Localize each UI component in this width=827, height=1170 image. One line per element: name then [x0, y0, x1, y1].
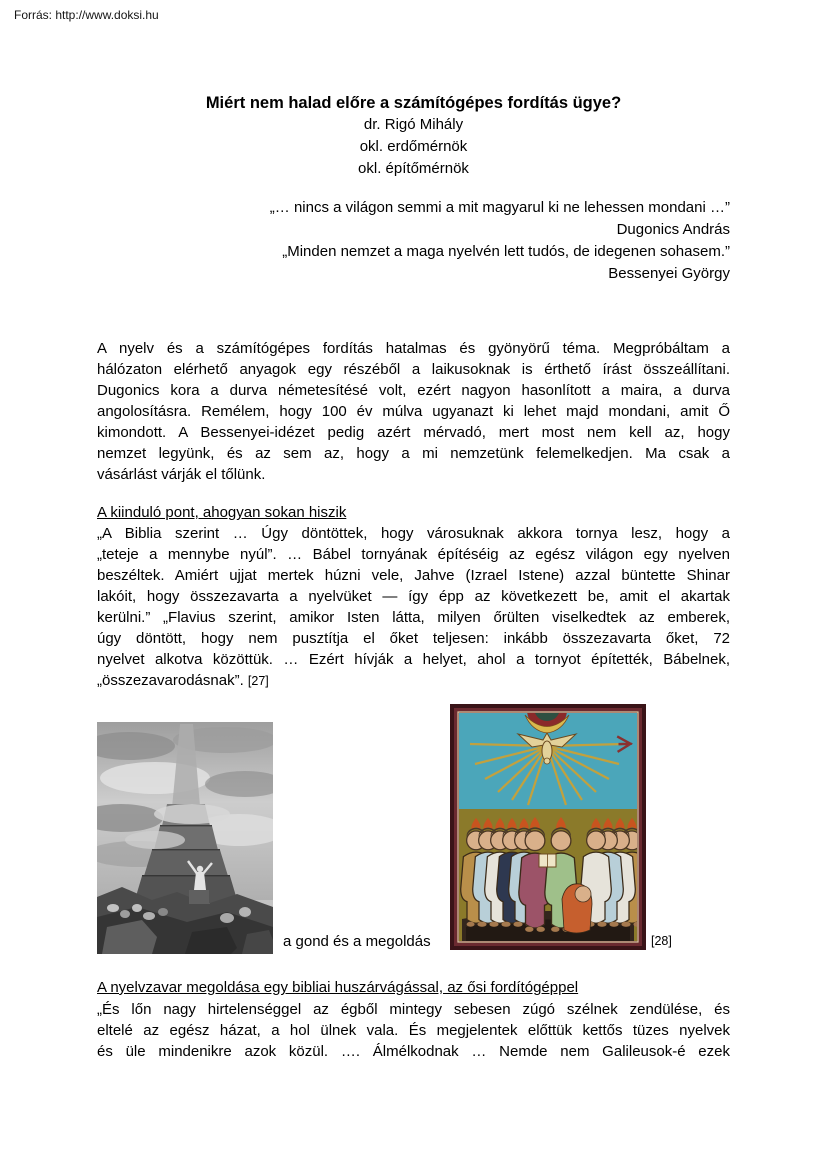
paragraph-line: eltelé az egész házat, a hol ülnek vala. És megjelentek előttük kettős tüzes nyelvek: [97, 1022, 730, 1039]
paragraph-line: angolosításra. Remélem, hogy 100 év múlva ugyanazt ki lehet majd mondani, amit Ő: [97, 403, 730, 420]
page-title: Miért nem halad előre a számítógépes fordítás ügye?: [205, 94, 622, 112]
babel-paragraph: [97, 523, 730, 691]
author-credential: okl. erdőmérnök: [359, 138, 468, 155]
paragraph-line: kerülni.” „Flavius szerint, amikor Isten látta, milyen őrülten viselkedtek az emberek,: [97, 609, 730, 626]
citation-ref-28: [28]: [651, 934, 672, 948]
babel-tower-engraving: [97, 722, 273, 954]
paragraph-line: „teteje a mennybe nyúl”. … Bábel tornyának építéséig az egész világon egy nyelven: [97, 546, 730, 563]
paragraph-line: lakóit, hogy összezavarta a nyelvüket — így épp az következett be, amit el akartak: [97, 588, 730, 605]
epigraph-block: [97, 197, 730, 285]
citation-ref-27: [27]: [247, 674, 269, 688]
paragraph-line: úgy döntött, hogy nem pusztítja el őket teljesen: inkább összezavarta őket, 72: [97, 630, 730, 647]
paragraph-line: beszéltek. Amiért ujjat mertek húzni vele, Jahve (Izrael Istene) azzal büntette Shinar: [97, 567, 730, 584]
epigraph-author: Dugonics András: [616, 221, 730, 238]
epigraph-quote: „… nincs a világon semmi a mit magyarul ki ne lehessen mondani …”: [269, 199, 730, 216]
intro-paragraph: [97, 338, 730, 485]
paragraph-text: „összezavarodásnak”.: [97, 672, 244, 689]
paragraph-line: kimondott. A Bessenyei-idézet pedig azért mérvadó, mert most nem kell az, hogy: [97, 424, 730, 441]
figure-caption: a gond és a megoldás: [283, 933, 431, 950]
epigraph-quote: „Minden nemzet a maga nyelvén lett tudós, de idegenen sohasem.”: [282, 243, 730, 260]
paragraph-line: hálózaton elérhető anyagok egy részéből a laikusoknak is érthető írást összeállítani.: [97, 361, 730, 378]
pentecost-paragraph: [97, 999, 730, 1062]
pentecost-miniature-painting: [450, 704, 646, 950]
paragraph-line: [97, 670, 730, 691]
author-credential: okl. építőmérnök: [358, 160, 469, 177]
paragraph-line: Dugonics kora a durva németesítésé volt, ezért nagyon hasonlított a maira, a durva: [97, 382, 730, 399]
document-header: [97, 92, 730, 180]
paragraph-line: A nyelv és a számítógépes fordítás hatalmas és gyönyörű téma. Megpróbáltam a: [97, 340, 730, 357]
paragraph-line: nemzet legyünk, és az sem az, hogy a mi nemzetünk felemelkedjen. Ma csak a: [97, 445, 730, 462]
paragraph-line: „A Biblia szerint … Úgy döntöttek, hogy városuknak akkora tornya lesz, hogy a: [97, 525, 730, 542]
paragraph-line: vásárlást várják el tőlünk.: [97, 466, 266, 483]
author-name: dr. Rigó Mihály: [363, 116, 464, 133]
epigraph-author: Bessenyei György: [608, 265, 730, 282]
section-heading-starting-point: A kiinduló pont, ahogyan sokan hiszik: [97, 504, 347, 521]
paragraph-line: nyelvet alkotva közöttük. … Ezért hívják a helyet, ahol a tornyot építették, Bábelnek,: [97, 651, 730, 668]
paragraph-line: „És lőn nagy hirtelenséggel az égből mintegy sebesen zúgó szélnek zendülése, és: [97, 1001, 730, 1018]
section-heading-solution: A nyelvzavar megoldása egy bibliai huszárvágással, az ősi fordítógéppel: [97, 979, 579, 996]
source-url-line: Forrás: http://www.doksi.hu: [14, 8, 159, 22]
paragraph-line: és üle mindenikre azok közül. …. Álmélkodnak … Nemde nem Galileusok-é ezek: [97, 1043, 730, 1060]
